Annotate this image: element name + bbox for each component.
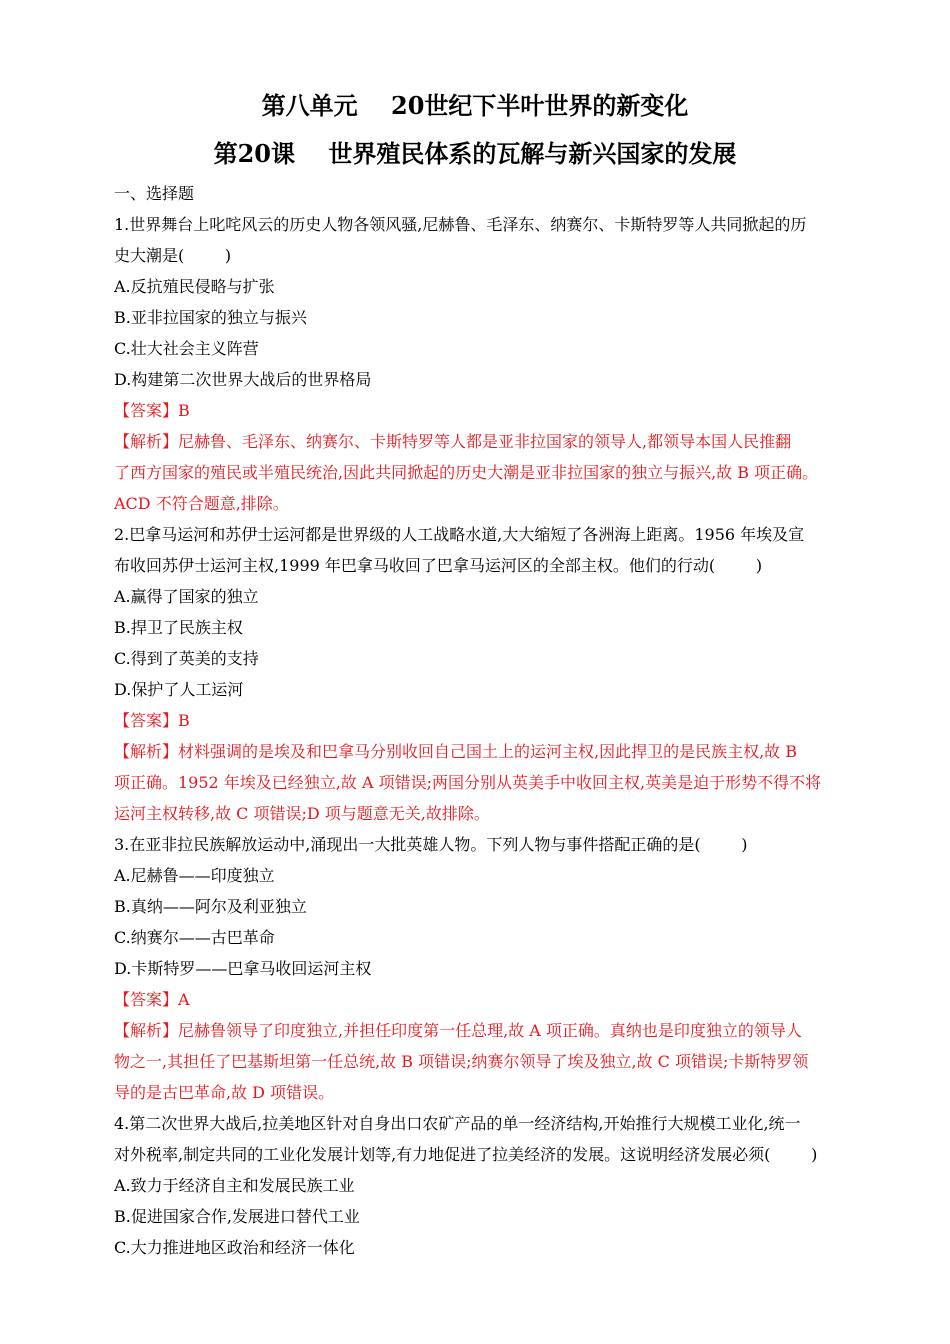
answer-label: 【答案】A xyxy=(114,990,190,1009)
question-3 xyxy=(114,829,844,1108)
analysis-text: ACD 不符合题意,排除。 xyxy=(114,494,289,513)
analysis-text: 项正确。1952 年埃及已经独立,故 A 项错误;两国分别从英美手中收回主权,英美是迫于形势不得不将 xyxy=(114,773,822,792)
analysis-text: 运河主权转移,故 C 项错误;D 项与题意无关,故排除。 xyxy=(114,804,490,823)
question-stem: 2.巴拿马运河和苏伊士运河都是世界级的人工战略水道,大大缩短了各洲海上距离。1956 年埃及宣 xyxy=(114,525,805,544)
answer-label: 【答案】B xyxy=(114,401,190,420)
option-a: A.赢得了国家的独立 xyxy=(114,587,259,606)
option-c: C.纳赛尔——古巴革命 xyxy=(114,928,275,947)
analysis-text: 【解析】尼赫鲁、毛泽东、纳赛尔、卡斯特罗等人都是亚非拉国家的领导人,都领导本国人民推翻 xyxy=(114,432,792,451)
option-d: D.保护了人工运河 xyxy=(114,680,244,699)
analysis-text: 导的是古巴革命,故 D 项错误。 xyxy=(114,1083,335,1102)
option-c: C.得到了英美的支持 xyxy=(114,649,259,668)
answer-label: 【答案】B xyxy=(114,711,190,730)
question-stem: 史大潮是( ) xyxy=(114,246,232,265)
lesson-title: 第20课 世界殖民体系的瓦解与新兴国家的发展 xyxy=(213,139,737,168)
question-stem: 3.在亚非拉民族解放运动中,涌现出一大批英雄人物。下列人物与事件搭配正确的是( ) xyxy=(114,835,748,854)
option-b: B.亚非拉国家的独立与振兴 xyxy=(114,308,307,327)
option-b: B.真纳——阿尔及利亚独立 xyxy=(114,897,307,916)
option-d: D.构建第二次世界大战后的世界格局 xyxy=(114,370,372,389)
document-body xyxy=(114,178,844,1263)
unit-title: 第八单元 20世纪下半叶世界的新变化 xyxy=(261,91,689,120)
question-stem: 布收回苏伊士运河主权,1999 年巴拿马收回了巴拿马运河区的全部主权。他们的行动( ) xyxy=(114,556,763,575)
analysis-text: 物之一,其担任了巴基斯坦第一任总统,故 B 项错误;纳赛尔领导了埃及独立,故 C 项错误;卡斯特罗领 xyxy=(114,1052,809,1071)
section-heading: 一、选择题 xyxy=(114,184,195,203)
option-b: B.捍卫了民族主权 xyxy=(114,618,243,637)
option-c: C.壮大社会主义阵营 xyxy=(114,339,259,358)
option-c: C.大力推进地区政治和经济一体化 xyxy=(114,1238,355,1257)
question-stem: 对外税率,制定共同的工业化发展计划等,有力地促进了拉美经济的发展。这说明经济发展必须( ) xyxy=(114,1145,818,1164)
analysis-text: 【解析】材料强调的是埃及和巴拿马分别收回自己国土上的运河主权,因此捍卫的是民族主权,故 B xyxy=(114,742,798,761)
question-1 xyxy=(114,209,844,519)
option-a: A.致力于经济自主和发展民族工业 xyxy=(114,1176,355,1195)
option-d: D.卡斯特罗——巴拿马收回运河主权 xyxy=(114,959,372,978)
analysis-text: 【解析】尼赫鲁领导了印度独立,并担任印度第一任总理,故 A 项正确。真纳也是印度独立的领导人 xyxy=(114,1021,802,1040)
question-stem: 1.世界舞台上叱咤风云的历史人物各领风骚,尼赫鲁、毛泽东、纳赛尔、卡斯特罗等人共同掀起的历 xyxy=(114,215,807,234)
question-stem: 4.第二次世界大战后,拉美地区针对自身出口农矿产品的单一经济结构,开始推行大规模工业化,统一 xyxy=(114,1114,801,1133)
option-a: A.反抗殖民侵略与扩张 xyxy=(114,277,275,296)
question-2 xyxy=(114,519,844,829)
analysis-text: 了西方国家的殖民或半殖民统治,因此共同掀起的历史大潮是亚非拉国家的独立与振兴,故 B 项正确。 xyxy=(114,463,819,482)
question-4 xyxy=(114,1108,844,1263)
option-a: A.尼赫鲁——印度独立 xyxy=(114,866,275,885)
option-b: B.促进国家合作,发展进口替代工业 xyxy=(114,1207,360,1226)
